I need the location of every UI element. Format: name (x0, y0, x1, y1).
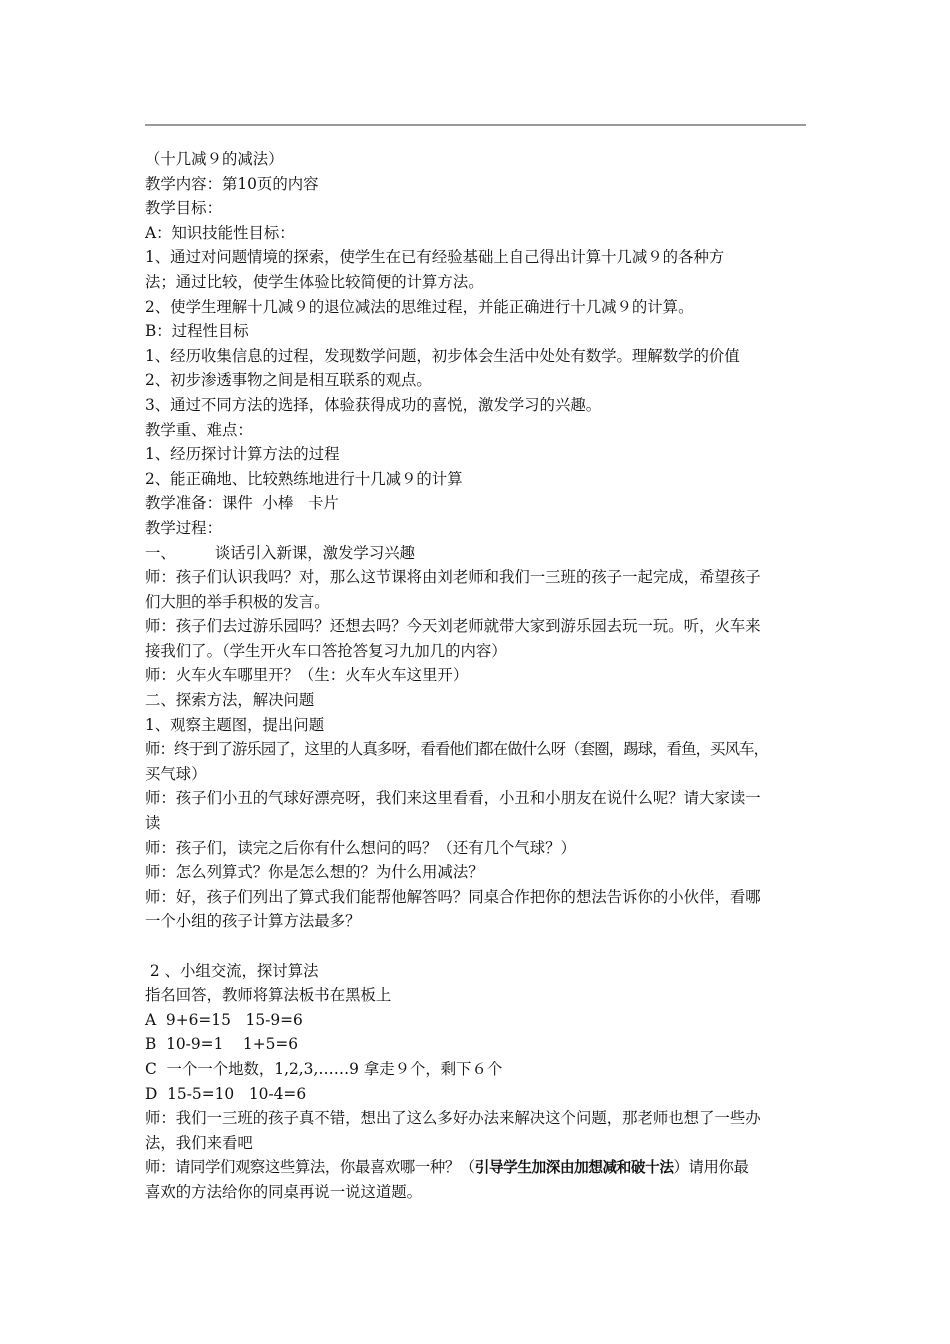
paragraph-6: 师：孩子们，读完之后你有什么想问的吗？（还有几个气球？） (145, 838, 576, 857)
paragraph-2-line1: 师：孩子们去过游乐园吗？还想去吗？今天刘老师就带大家到游乐园去玩一玩。听，火车来 (145, 617, 761, 636)
step2-heading: 二、探索方法，解决问题 (145, 691, 315, 710)
paragraph-11-text-a: 师：请同学们观察这些算法，你最喜欢哪一种？（ (145, 1158, 475, 1177)
paragraph-7: 师：怎么列算式？你是怎么想的？为什么用减法？ (145, 863, 484, 882)
paragraph-4-line1: 师：终于到了游乐园了，这里的人真多呀，看看他们都在做什么呀（套圈，踢球，看鱼，买风车， (145, 740, 769, 759)
header-rule (145, 124, 806, 126)
goal-a-heading: A：知识技能性目标： (145, 223, 295, 242)
method-a: A 9+6=15 15-9=6 (145, 1010, 303, 1029)
goal-a2: 2、使学生理解十几减９的退位减法的思维过程，并能正确进行十几减９的计算。 (145, 297, 694, 316)
step1-heading: 一、 谈话引入新课，激发学习兴趣 (145, 543, 415, 562)
document-body (145, 147, 810, 1205)
paragraph-3: 师：火车火车哪里开？（生：火车火车这里开） (145, 666, 469, 685)
teaching-content: 教学内容：第10页的内容 (145, 174, 319, 193)
paragraph-10-line2: 法，我们来看吧 (145, 1133, 253, 1152)
goal-b-heading: B：过程性目标 (145, 322, 249, 341)
goal-a1-line2: 法；通过比较，使学生体验比较简便的计算方法。 (145, 272, 484, 291)
key-point-2: 2、能正确地、比较熟练地进行十几减９的计算 (145, 469, 463, 488)
teaching-prep: 教学准备：课件 小棒 卡片 (145, 494, 339, 513)
method-d: D 15-5=10 10-4=6 (145, 1084, 307, 1103)
key-point-1: 1、经历探讨计算方法的过程 (145, 445, 340, 464)
paragraph-2-line2: 接我们了。（学生开火车口答抢答复习九加几的内容） (145, 641, 507, 660)
paragraph-11-line1 (145, 1155, 810, 1180)
goal-a1-line1: 1、通过对问题情境的探索，使学生在已有经验基础上自己得出计算十几减９的各种方 (145, 248, 725, 267)
key-points-heading: 教学重、难点： (145, 420, 253, 439)
method-c: C 一个一个地数，1,2,3,……9 拿走９个，剩下６个 (145, 1059, 503, 1078)
blank-line (145, 934, 810, 959)
step2-sub1: 1、观察主题图，提出问题 (145, 715, 325, 734)
goals-heading: 教学目标： (145, 199, 222, 218)
paragraph-11-line2: 喜欢的方法给你的同桌再说一说这道题。 (145, 1182, 423, 1201)
goal-b1: 1、经历收集信息的过程，发现数学问题，初步体会生活中处处有数学。理解数学的价值 (145, 346, 740, 365)
paragraph-5-line1: 师：孩子们小丑的气球好漂亮呀，我们来这里看看，小丑和小朋友在说什么呢？请大家读一 (145, 789, 761, 808)
method-b: B 10-9=1 1+5=6 (145, 1035, 299, 1054)
paragraph-11-bold: 引导学生加深由加想减和破十法 (474, 1159, 674, 1177)
paragraph-8-line1: 师：好，孩子们列出了算式我们能帮他解答吗？同桌合作把你的想法告诉你的小伙伴，看哪 (145, 887, 761, 906)
goal-b3: 3、通过不同方法的选择，体验获得成功的喜悦，激发学习的兴趣。 (145, 395, 602, 414)
paragraph-10-line1: 师：我们一三班的孩子真不错，想出了这么多好办法来解决这个问题，那老师也想了一些办 (145, 1109, 761, 1128)
paragraph-8-line2: 一个小组的孩子计算方法最多？ (145, 912, 361, 931)
paragraph-1-line1: 师：孩子们认识我吗？对，那么这节课将由刘老师和我们一三班的孩子一起完成，希望孩子 (145, 568, 761, 587)
process-heading: 教学过程： (145, 518, 222, 537)
paragraph-4-line2: 买气球） (145, 764, 207, 783)
paragraph-9: 指名回答，教师将算法板书在黑板上 (145, 986, 392, 1005)
lesson-title: （十几减９的减法） (145, 150, 284, 168)
paragraph-1-line2: 们大胆的举手积极的发言。 (145, 592, 330, 611)
step2-sub2: 2 、小组交流，探讨算法 (145, 961, 319, 980)
goal-b2: 2、初步渗透事物之间是相互联系的观点。 (145, 371, 432, 390)
paragraph-5-line2: 读 (145, 814, 161, 833)
paragraph-11-text-b: ）请用你最 (673, 1158, 749, 1177)
